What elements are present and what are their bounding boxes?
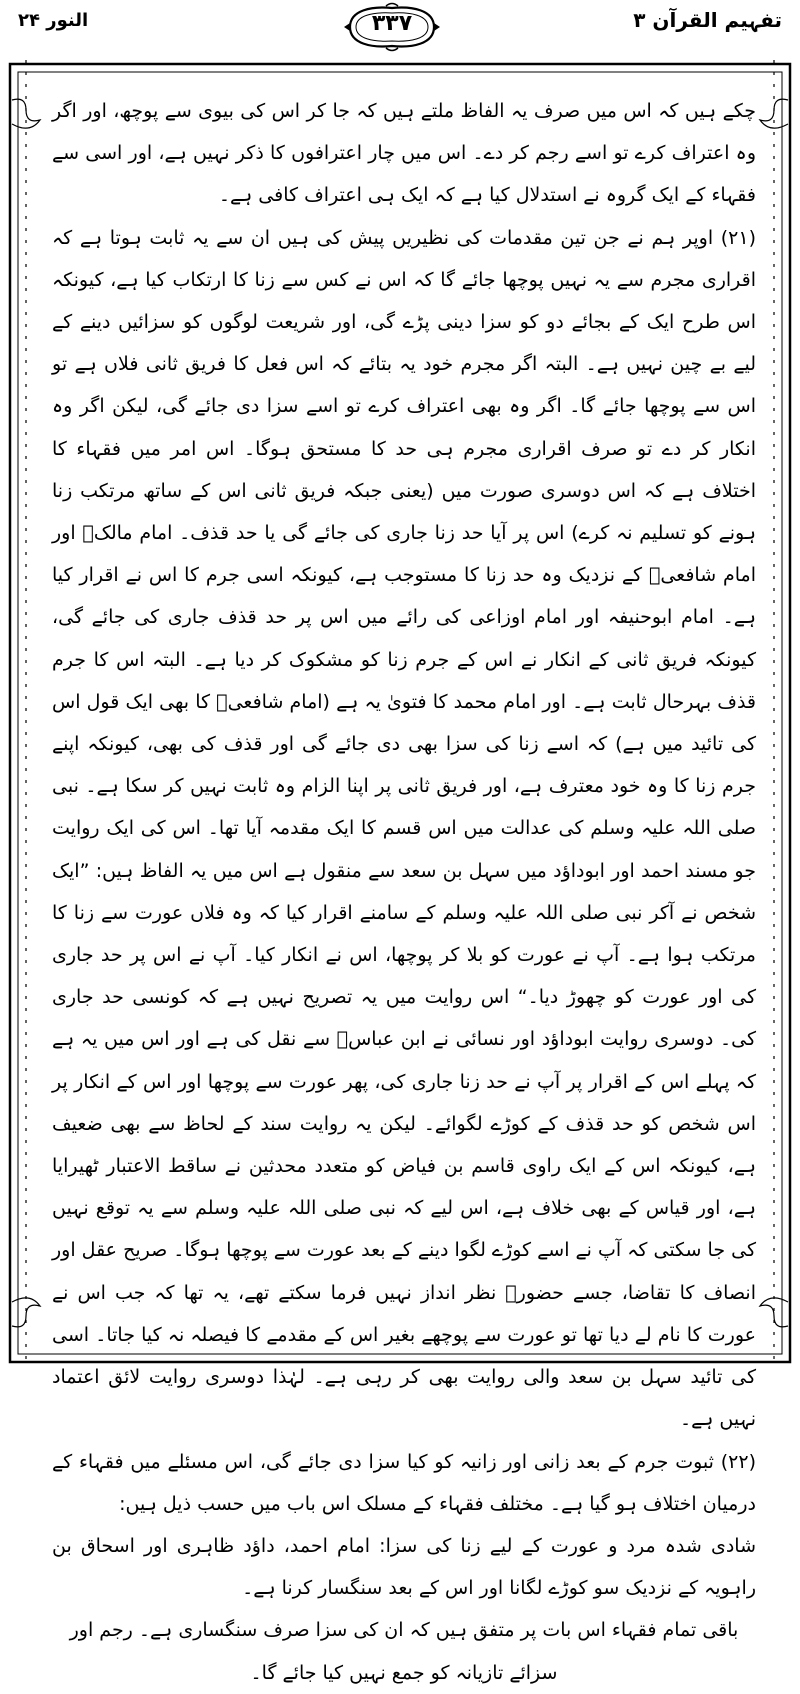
surah-reference: النور ۲۴ [18, 10, 89, 31]
paragraph: (۲۱) اوپر ہم نے جن تین مقدمات کی نظیریں پیش کی ہیں ان سے یہ ثابت ہوتا ہے کہ اقراری مجرم سے یہ نہیں پوچھا جائے گا کہ اس نے کس سے زنا کا ارتکاب کیا ہے، کیونکہ اس طرح ایک کے بجائے دو کو سزا دینی پڑے گی، اور شریعت لوگوں کو سزائیں دینے کے لیے بے چین نہیں ہے۔ البتہ اگر مجرم خود یہ بتائے کہ اس فعل کا فریق ثانی فلاں ہے تو اس سے پوچھا جائے گا۔ اگر وہ بھی اعتراف کرے تو اسے سزا دی جائے گی، لیکن اگر وہ انکار کر دے تو صرف اقراری مجرم ہی حد کا مستحق ہوگا۔ اس امر میں فقہاء کا اختلاف ہے کہ اس دوسری صورت میں (یعنی جبکہ فریق ثانی اس کے ساتھ مرتکب زنا ہونے کو تسلیم نہ کرے) اس پر آیا حد زنا جاری کی جائے گی یا حد قذف۔ امام مالکؒ اور امام شافعیؒ کے نزدیک وہ حد زنا کا مستوجب ہے، کیونکہ اسی جرم کا اس نے اقرار کیا ہے۔ امام ابوحنیفہ اور امام اوزاعی کی رائے میں اس پر حد قذف جاری کی جائے گی، کیونکہ فریق ثانی کے انکار نے اس کے جرم زنا کو مشکوک کر دیا ہے۔ البتہ اس کا جرم قذف بہرحال ثابت ہے۔ اور امام محمد کا فتویٰ یہ ہے (امام شافعیؒ کا بھی ایک قول اس کی تائید میں ہے) کہ اسے زنا کی سزا بھی دی جائے گی اور قذف کی بھی، کیونکہ اپنے جرم زنا کا وہ خود معترف ہے، اور فریق ثانی پر اپنا الزام وہ ثابت نہیں کر سکا ہے۔ نبی صلی اللہ علیہ وسلم کی عدالت میں اس قسم کا ایک مقدمہ آیا تھا۔ اس کی ایک روایت جو مسند احمد اور ابوداؤد میں سہل بن سعد سے منقول ہے اس میں یہ الفاظ ہیں: ”ایک شخص نے آکر نبی صلی اللہ علیہ وسلم کے سامنے اقرار کیا کہ وہ فلاں عورت سے زنا کا مرتکب ہوا ہے۔ آپ نے عورت کو بلا کر پوچھا، اس نے انکار کیا۔ آپ نے اس پر حد جاری کی اور عورت کو چھوڑ دیا۔“ اس روایت میں یہ تصریح نہیں ہے کہ کونسی حد جاری کی۔ دوسری روایت ابوداؤد اور نسائی نے ابن عباسؓ سے نقل کی ہے اور اس میں یہ ہے کہ پہلے اس کے اقرار پر آپ نے حد زنا جاری کی، پھر عورت سے پوچھا اور اس کے انکار پر اس شخص کو حد قذف کے کوڑے لگوائے۔ لیکن یہ روایت سند کے لحاظ سے بھی ضعیف ہے، کیونکہ اس کے ایک راوی قاسم بن فیاض کو متعدد محدثین نے ساقط الاعتبار ٹھیرایا ہے، اور قیاس کے بھی خلاف ہے، اس لیے کہ نبی صلی اللہ علیہ وسلم سے یہ توقع نہیں کی جا سکتی کہ آپ نے اسے کوڑے لگوا دینے کے بعد عورت سے پوچھا ہوگا۔ صریح عقل اور انصاف کا تقاضا، جسے حضورؐ نظر انداز نہیں فرما سکتے تھے، یہ تھا کہ جب اس نے عورت کا نام لے دیا تھا تو عورت سے پوچھے بغیر اس کے مقدمے کا فیصلہ نہ کیا جاتا۔ اسی کی تائید سہل بن سعد والی روایت بھی کر رہی ہے۔ لہٰذا دوسری روایت لائق اعتماد نہیں ہے۔ [52, 226, 756, 1431]
paragraph: چکے ہیں کہ اس میں صرف یہ الفاظ ملتے ہیں کہ جا کر اس کی بیوی سے پوچھ، اور اگر وہ اعتراف کرے تو اسے رجم کر دے۔ اس میں چار اعترافوں کا ذکر نہیں ہے، اور اسی سے فقہاء کے ایک گروہ نے استدلال کیا ہے کہ ایک ہی اعتراف کافی ہے۔ [52, 100, 756, 207]
page-number-emblem [342, 2, 442, 52]
book-title: تفہیم القرآن ۳ [633, 8, 782, 32]
page-number: ۳۳۷ [371, 11, 413, 36]
paragraph: (۲۲) ثبوت جرم کے بعد زانی اور زانیہ کو کیا سزا دی جائے گی، اس مسئلے میں فقہاء کے درمیان اختلاف ہو گیا ہے۔ مختلف فقہاء کے مسلک اس باب میں حسب ذیل ہیں: [52, 1450, 756, 1515]
paragraph: باقی تمام فقہاء اس بات پر متفق ہیں کہ ان کی سزا صرف سنگساری ہے۔ رجم اور سزائے تازیانہ کو جمع نہیں کیا جائے گا۔ [69, 1619, 739, 1684]
paragraph: شادی شدہ مرد و عورت کے لیے زنا کی سزا: امام احمد، داؤد ظاہری اور اسحاق بن راہویہ کے نزدیک سو کوڑے لگانا اور اس کے بعد سنگسار کرنا ہے۔ [52, 1534, 756, 1600]
commentary-body [52, 90, 756, 1684]
page-header [0, 0, 800, 60]
